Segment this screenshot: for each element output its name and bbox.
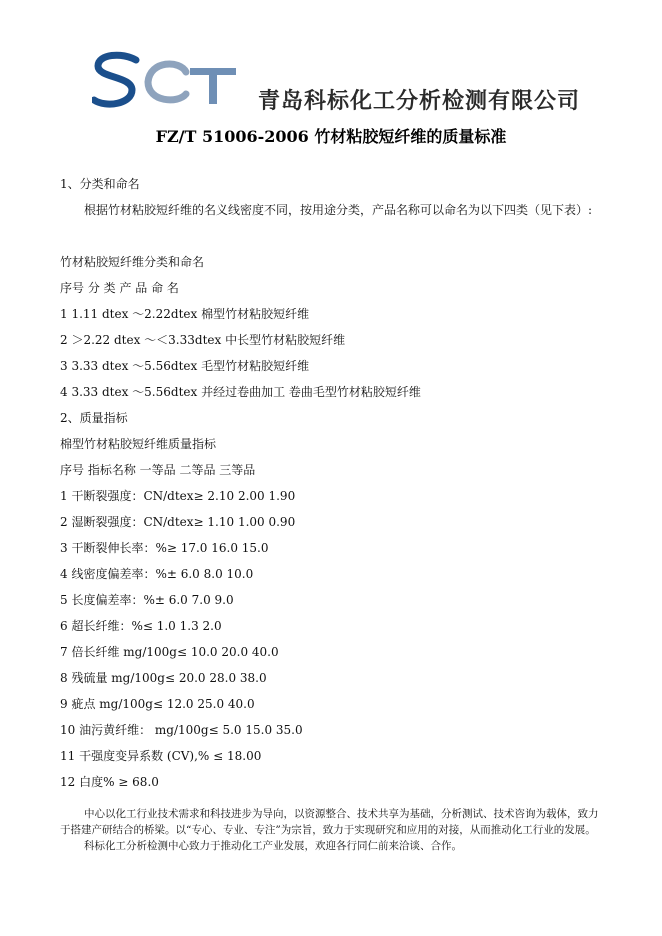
section1-row: 3 3.33 dtex ～5.56dtex 毛型竹材粘胶短纤维 (60, 359, 310, 373)
company-name: 青岛科标化工分析检测有限公司 (258, 89, 581, 114)
section1-row: 2 ＞2.22 dtex ～＜3.33dtex 中长型竹材粘胶短纤维 (60, 333, 346, 347)
section2-row: 11 干强度变异系数 (CV),% ≤ 18.00 (60, 749, 262, 763)
section2-row: 1 干断裂强度：CN/dtex≥ 2.10 2.00 1.90 (60, 489, 296, 503)
section2-row: 2 湿断裂强度：CN/dtex≥ 1.10 1.00 0.90 (60, 515, 296, 529)
sct-logo (92, 50, 242, 112)
section2-row: 8 残硫量 mg/100g≤ 20.0 28.0 38.0 (60, 671, 267, 685)
section2-table-header: 序号 指标名称 一等品 二等品 三等品 (60, 463, 256, 477)
section2-row: 9 疵点 mg/100g≤ 12.0 25.0 40.0 (60, 697, 255, 711)
footer-paragraph-2 (60, 838, 608, 854)
logo-c-shape (148, 64, 186, 100)
logo-t-stem (209, 68, 217, 104)
section1-intro (60, 198, 608, 222)
document-title: FZ/T 51006-2006 竹材粘胶短纤维的质量标准 (155, 127, 507, 146)
section2-heading: 2、质量指标 (60, 411, 128, 425)
section2-row: 7 倍长纤维 mg/100g≤ 10.0 20.0 40.0 (60, 645, 279, 659)
footer-p2-text: 科标化工分析检测中心致力于推动化工产业发展，欢迎各行同仁前来洽谈、合作。 (84, 840, 462, 852)
section2-row: 3 干断裂伸长率：%≥ 17.0 16.0 15.0 (60, 541, 269, 555)
section2-row: 4 线密度偏差率：%± 6.0 8.0 10.0 (60, 567, 254, 581)
section2-table-title: 棉型竹材粘胶短纤维质量指标 (60, 437, 217, 451)
footer (60, 806, 608, 854)
footer-p1-text: 中心以化工行业技术需求和科技进步为导向，以资源整合、技术共享为基础，分析测试、技术咨询为载体，致力于搭建产研结合的桥梁。以“专心、专业、专注”为宗旨，致力于实现研究和应用的对接，从而推动化工行业的发展。 (60, 808, 599, 836)
section1-table-header: 序号 分 类 产 品 命 名 (60, 281, 179, 295)
logo-s-shape (94, 55, 136, 104)
section1-heading: 1、分类和命名 (60, 177, 140, 191)
section2-row: 10 油污黄纤维： mg/100g≤ 5.0 15.0 35.0 (60, 723, 303, 737)
section1-table-title: 竹材粘胶短纤维分类和命名 (60, 255, 205, 269)
section2-row: 6 超长纤维：%≤ 1.0 1.3 2.0 (60, 619, 222, 633)
section1-row: 1 1.11 dtex ～2.22dtex 棉型竹材粘胶短纤维 (60, 307, 310, 321)
footer-paragraph-1 (60, 806, 608, 838)
section1-row: 4 3.33 dtex ～5.56dtex 并经过卷曲加工 卷曲毛型竹材粘胶短纤维 (60, 385, 421, 399)
section2-row: 12 白度% ≥ 68.0 (60, 775, 159, 789)
section1-intro-text: 根据竹材粘胶短纤维的名义线密度不同，按用途分类，产品名称可以命名为以下四类（见下表）: (84, 203, 593, 217)
section2-row: 5 长度偏差率：%± 6.0 7.0 9.0 (60, 593, 234, 607)
